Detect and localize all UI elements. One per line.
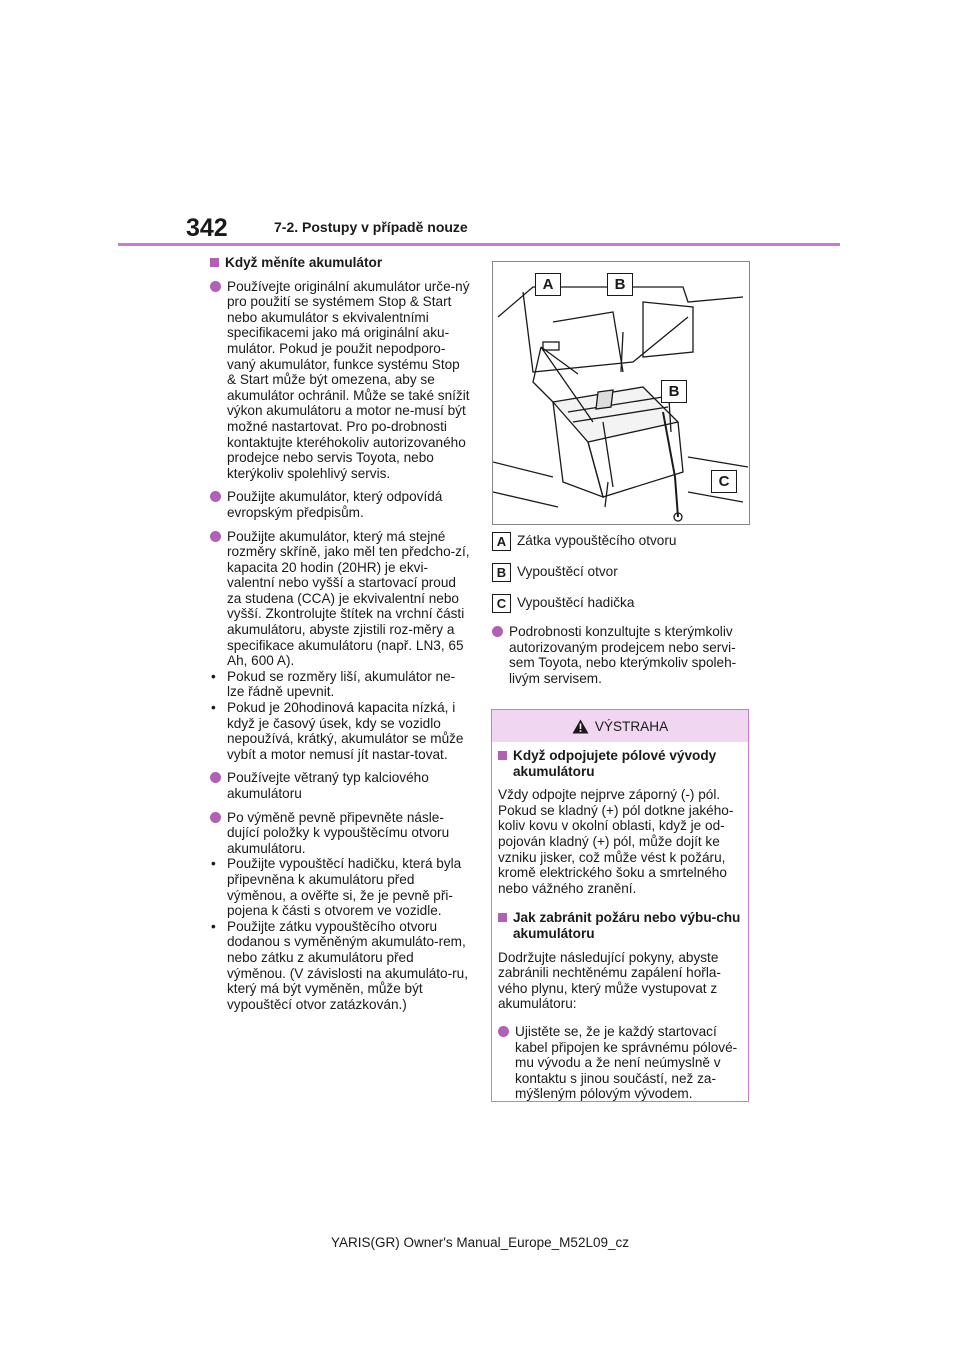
legend-key: B [492,563,511,582]
bullet-item: Po výměně pevně připevněte násle-dující položky k vypouštěcímu otvoru akumulátoru. [210,810,470,857]
header-rule [118,243,840,246]
warning-subheading: Když odpojujete pólové vývody akumulátoru [498,748,742,779]
bullet-item: Používejte větraný typ kalciového akumulátoru [210,770,470,801]
square-bullet-icon [498,751,507,760]
circle-bullet-icon [210,281,221,292]
warning-paragraph: Dodržujte následující pokyny, abyste zabránili nechtěnému zapálení hořla-vého plynu, který může vystupovat z akumulátoru: [498,949,721,1012]
sub-item: • Pokud je 20hodinová kapacita nízká, i když je časový úsek, kdy se vozidlo nepoužívá, krátký, akumulátor se může vybít a motor nemusí jít nastar-tovat. [211,700,464,762]
circle-bullet-icon [210,812,221,823]
battery-heading: Když měníte akumulátor [210,255,470,271]
warning-title: VÝSTRAHA [594,718,669,734]
warning-box [491,709,749,1102]
battery-illustration [492,261,750,525]
warning-subheading: Jak zabránit požáru nebo výbu-chu akumulátoru [498,910,742,941]
page-number: 342 [186,214,228,242]
legend-item: B Vypouštěcí otvor [492,562,754,582]
sub-list [210,856,470,1012]
legend-item: A Zátka vypouštěcího otvoru [492,531,754,551]
circle-bullet-icon [498,1026,509,1037]
callout-b: B [607,273,633,296]
sub-item: • Pokud se rozměry liší, akumulátor ne-lze řádně upevnit. [211,668,456,700]
sub-item: • Použijte vypouštěcí hadičku, která byla připevněna k akumulátoru před výměnou, a ověřte si, že je pevně při-pojena k části s otvorem ve vozidle. [211,856,462,919]
circle-bullet-icon [210,772,221,783]
circle-bullet-icon [210,491,221,502]
callout-a: A [535,273,561,296]
legend-key: A [492,532,511,551]
warning-body [492,742,748,1102]
bullet-item: Použijte akumulátor, který odpovídá evropským předpisům. [210,489,470,520]
left-column [210,255,470,1020]
sub-item: • Použijte zátku vypouštěcího otvoru dodanou s vyměněným akumuláto-rem, nebo zátku z akumulátoru před výměnou. (V závislosti na akumuláto-ru, který má být vyměněn, může být vypouštěcí otvor zatázkován.) [211,918,469,1012]
bullet-item: Používejte originální akumulátor urče-ný pro použití se systémem Stop & Start nebo akumulátor s ekvivalentními specifikacemi jako má originální aku-mulátor. Pokud je použit nepodporo-vaný akumulátor, funkce systému Stop & Start může být omezena, aby se akumulátor ochránil. Může se také snížit výkon akumulátoru a motor ne-musí být možné nastartovat. Pro po-drobnosti kontaktujte kteréhokoliv autorizovaného prodejce nebo servis Toyota, nebo kterýkoliv spolehlivý servis. [210,279,470,482]
bullet-item: Použijte akumulátor, který má stejné rozměry skříně, jako měl ten předcho-zí, kapacita 20 hodin (20HR) je ekvi-valentní nebo vyšší a startovací proud za studena (CCA) je ekvivalentní nebo vyšší. Zkontrolujte štítek na vrchní části akumulátoru, abyste zjistili roz-měry a specifikace akumulátoru (např. LN3, 65 Ah, 600 A). [210,529,470,669]
right-column [492,531,754,694]
circle-bullet-icon [210,531,221,542]
circle-bullet-icon [492,626,503,637]
bullet-item: Podrobnosti konzultujte s kterýmkoliv autorizovaným prodejcem nebo servi-sem Toyota, nebo kterýmkoliv spoleh-livým servisem. [492,624,754,686]
callout-c: C [711,470,737,493]
square-bullet-icon [210,258,219,267]
legend-key: C [492,594,511,613]
footer: YARIS(GR) Owner's Manual_Europe_M52L09_cz [331,1235,629,1250]
legend-item: C Vypouštěcí hadička [492,593,754,613]
square-bullet-icon [498,913,507,922]
warning-header [492,710,748,742]
sub-list [210,669,470,763]
warning-triangle-icon [572,719,589,734]
callout-b: B [661,380,687,403]
warning-paragraph: Vždy odpojte nejprve záporný (-) pól. Pokud se kladný (+) pól dotkne jakého-koliv kovu v okolní oblasti, když je od-pojován kladný (+) pól, může dojít ke vzniku jisker, což může vést k požáru, kromě elektrického šoku a smrtelného nebo vážného zranění. [498,787,734,896]
bullet-item: Ujistěte se, že je každý startovací kabel připojen ke správnému pólové-mu vývodu a že není neúmyslně v kontaktu s jinou součástí, než za-mýšleným pólovým vývodem. [498,1024,742,1102]
section-title: 7-2. Postupy v případě nouze [274,219,468,235]
